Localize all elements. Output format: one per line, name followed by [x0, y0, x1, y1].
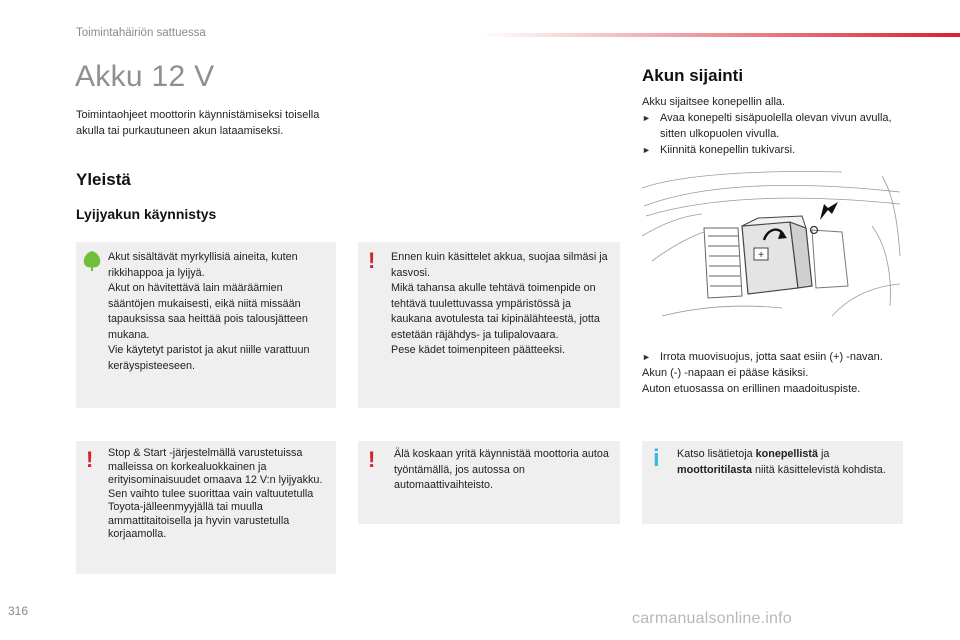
info-text: [677, 447, 887, 478]
info-box: [642, 441, 903, 524]
handling-warning-box: [358, 242, 620, 408]
eco-box: [76, 242, 336, 408]
stopstart-warning-box: [76, 441, 336, 574]
location-intro: Akku sijaitsee konepellin alla.: [642, 96, 786, 108]
info-text-post: niitä käsittelevistä kohdista.: [751, 463, 886, 476]
info-icon: i: [653, 445, 660, 472]
location-bullet-1: ► Avaa konepelti sisäpuolella olevan vivun avulla, sitten ulkopuolen vivulla.: [642, 112, 892, 140]
warning-icon: !: [368, 248, 376, 273]
stopstart-line-1: Stop & Start -järjestelmällä varustetuissa malleissa on korkealuokkainen ja erityisominaisuudet omaava 12 V:n lyijyakku.: [108, 447, 323, 486]
info-text-pre: Katso lisätietoja: [677, 448, 756, 460]
general-subheading: Lyijyakun käynnistys: [76, 206, 217, 222]
location-bullet-3: ► Irrota muovisuojus, jotta saat esiin (+) -navan.: [642, 351, 883, 363]
arrow-bullet-icon: ►: [642, 352, 651, 362]
arrow-bullet-icon: ►: [642, 145, 651, 155]
push-start-warning-box: [358, 441, 620, 524]
engine-bay-illustration: [642, 166, 904, 332]
push-line-1: Älä koskaan yritä käynnistää moottoria autoa työntämällä, jos autossa on automaattivaihteisto.: [394, 448, 609, 491]
watermark: carmanualsonline.info: [632, 610, 792, 627]
stopstart-line-2: Sen vaihto tulee suorittaa vain valtuutetulla Toyota-jälleenmyyjällä tai muulla ammattitaitoisella ja hyvin varustetulla korjaamolla.: [108, 487, 314, 540]
location-bullet-2: ► Kiinnitä konepellin tukivarsi.: [642, 144, 796, 156]
warning-icon: !: [86, 447, 94, 472]
handling-line-1: Ennen kuin käsittelet akkua, suojaa silmäsi ja kasvosi.: [391, 251, 608, 279]
header-accent-line: [480, 33, 960, 37]
general-heading: Yleistä: [76, 170, 131, 189]
leaf-icon: [82, 250, 102, 277]
location-after-text: [642, 349, 904, 397]
location-heading: Akun sijainti: [642, 66, 744, 85]
page-number: 316: [8, 604, 29, 618]
info-link-hood: konepellistä: [755, 448, 819, 460]
info-text-mid: ja: [818, 448, 830, 460]
location-text: [642, 94, 902, 158]
handling-line-2: Mikä tahansa akulle tehtävä toimenpide on tehtävä tuulettuvassa ympäristössä ja kaukana avotulesta tai kipinälähteestä, jotta estetään räjähdys- ja tulipalovaara.: [391, 282, 600, 341]
location-note-1: Akun (-) -napaan ei pääse käsiksi.: [642, 367, 809, 379]
arrow-bullet-icon: ►: [642, 113, 651, 123]
eco-line-1: Akut sisältävät myrkyllisiä aineita, kuten rikkihappoa ja lyijyä.: [108, 251, 298, 279]
eco-line-2: Akut on hävitettävä lain määräämien sääntöjen mukaisesti, eikä niitä missään tapauksissa saa heittää pois talousjätteen mukana.: [108, 282, 308, 341]
eco-line-3: Vie käytetyt paristot ja akut niille varattuun keräyspisteeseen.: [108, 344, 310, 372]
handling-line-3: Pese kädet toimenpiteen päätteeksi.: [391, 344, 566, 356]
section-header: Toimintahäiriön sattuessa: [76, 27, 206, 39]
location-note-2: Auton etuosassa on erillinen maadoituspiste.: [642, 383, 861, 395]
warning-icon: !: [368, 447, 376, 472]
info-link-engine-bay: moottoritilasta: [677, 463, 752, 476]
svg-text:+: +: [758, 250, 764, 261]
intro-text: Toimintaohjeet moottorin käynnistämiseksi toisella akulla tai purkautuneen akun lataamiseksi.: [76, 109, 320, 137]
page-title: Akku 12 V: [75, 60, 215, 93]
